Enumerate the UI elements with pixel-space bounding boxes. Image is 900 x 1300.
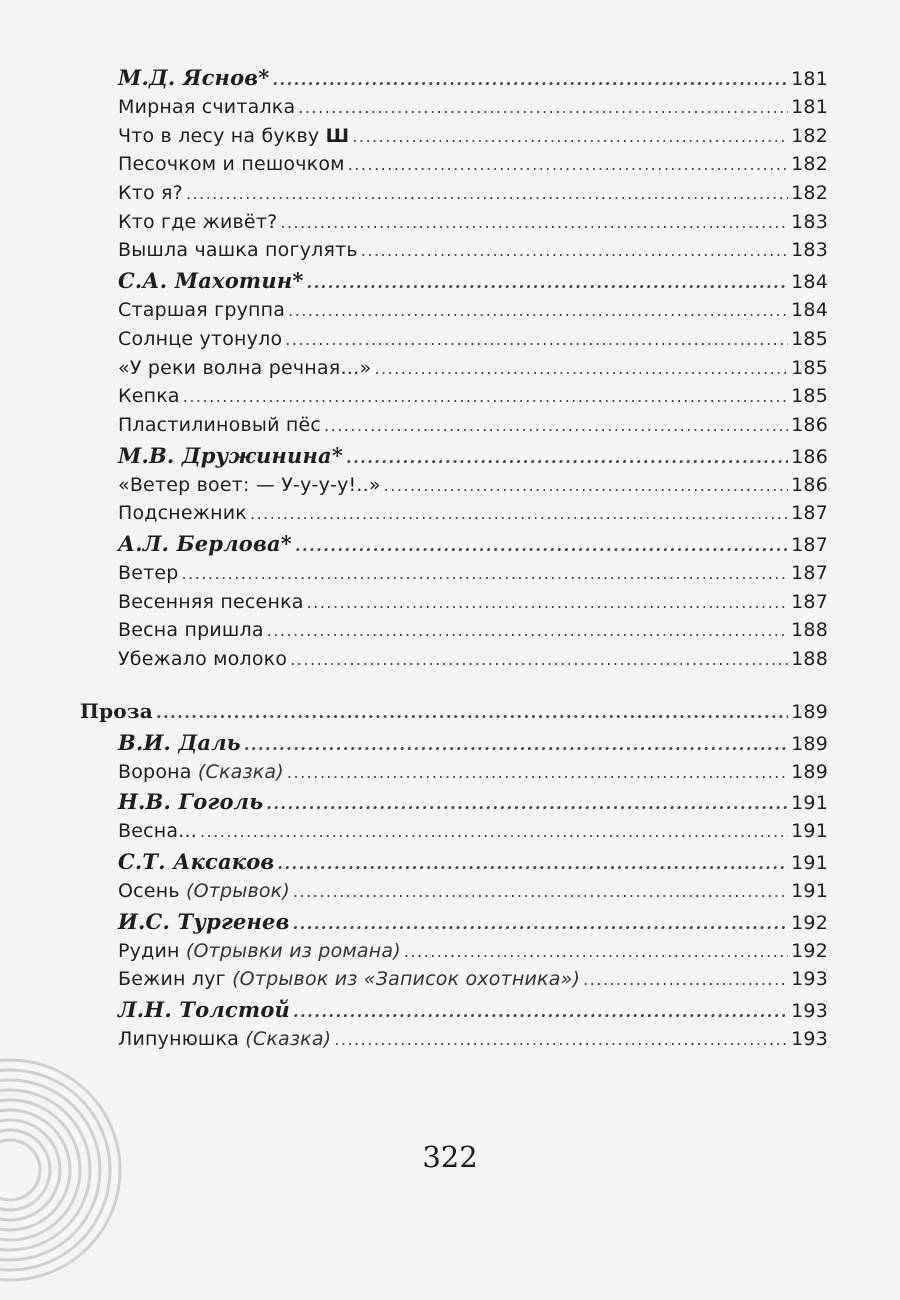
dot-leader <box>295 530 788 561</box>
toc-entry-page: 187 <box>791 533 828 556</box>
toc-section-row <box>80 696 828 727</box>
dot-leader <box>583 966 788 995</box>
dot-leader <box>348 151 788 180</box>
toc-entry-title-text: Осень <box>118 880 186 903</box>
dot-leader <box>293 878 788 907</box>
dot-leader <box>293 908 789 939</box>
toc-entry-page: 184 <box>791 271 828 294</box>
table-of-contents <box>80 62 828 1054</box>
toc-entry-title-text: Что в лесу на букву <box>118 124 326 147</box>
toc-entry-page: 185 <box>791 356 828 379</box>
dot-leader <box>183 383 788 412</box>
toc-entry-title <box>118 236 358 265</box>
dot-leader <box>272 64 788 95</box>
toc-entry-page: 181 <box>791 96 828 118</box>
toc-entry-title-text: Бежин луг <box>118 968 233 991</box>
toc-entry-page: 188 <box>791 619 828 642</box>
toc-entry-title <box>118 265 304 296</box>
toc-entry-title-text: Ветер <box>118 561 179 584</box>
toc-entry-title-text: А.Л. Берлова* <box>118 530 292 556</box>
toc-item-row <box>118 296 828 325</box>
toc-entry-title-text: М.Д. Яснов* <box>118 65 270 90</box>
toc-entry-subtitle: (Сказка) <box>197 760 284 783</box>
dot-leader <box>384 472 788 501</box>
toc-entry-title <box>118 325 282 354</box>
toc-item-row <box>118 122 828 151</box>
toc-entry-page: 192 <box>791 939 828 962</box>
toc-entry-title-text: Подснежник <box>118 502 247 525</box>
dot-leader <box>156 697 788 728</box>
toc-entry-title <box>118 471 381 500</box>
toc-item-row <box>118 559 828 588</box>
dot-leader <box>186 180 788 209</box>
toc-entry-title-text: Л.Н. Толстой <box>118 997 291 1023</box>
toc-entry-title-text: Кепка <box>118 385 180 408</box>
dot-leader <box>346 442 788 473</box>
toc-entry-title <box>118 616 264 645</box>
toc-author-row <box>118 994 828 1025</box>
toc-entry-title <box>118 846 274 877</box>
toc-entry-title-text: М.В. Дружинина* <box>118 442 344 468</box>
toc-entry-page: 185 <box>791 385 828 408</box>
toc-entry-page: 189 <box>791 700 828 723</box>
dot-leader <box>374 355 788 384</box>
dot-leader <box>200 818 788 847</box>
dot-leader <box>280 209 788 238</box>
toc-entry-page: 193 <box>791 1000 828 1023</box>
toc-entry-title <box>118 382 180 411</box>
toc-author-row <box>118 265 828 296</box>
toc-entry-title-text: Весна пришла <box>118 619 264 642</box>
toc-entry-title <box>118 440 343 471</box>
toc-entry-title-text: Солнце утонуло <box>118 327 283 350</box>
dot-leader <box>266 788 788 819</box>
dot-leader <box>182 560 789 589</box>
dot-leader <box>244 729 788 760</box>
toc-entry-title-text: Рудин <box>118 939 186 962</box>
toc-entry-title <box>118 179 183 208</box>
toc-author-row <box>118 727 828 758</box>
dot-leader <box>285 326 788 355</box>
toc-item-row <box>118 499 828 528</box>
toc-entry-page: 189 <box>791 760 828 783</box>
toc-entry-title-text: Весенняя песенка <box>118 590 304 613</box>
dot-leader <box>267 617 788 646</box>
toc-item-row <box>118 179 828 208</box>
toc-entry-page: 191 <box>791 792 828 815</box>
toc-entry-title-text: Ворона <box>118 760 198 783</box>
toc-item-row <box>118 354 828 383</box>
toc-entry-title <box>118 559 179 588</box>
toc-entry-page: 186 <box>791 473 828 496</box>
toc-entry-page: 191 <box>791 852 828 875</box>
toc-entry-title <box>118 727 241 758</box>
toc-entry-title <box>118 645 287 674</box>
toc-item-row <box>118 411 828 440</box>
toc-item-row <box>118 93 828 122</box>
toc-item-row <box>118 471 828 500</box>
dot-leader <box>361 237 788 266</box>
dot-leader <box>298 94 788 123</box>
toc-entry-page: 184 <box>791 299 828 322</box>
dot-leader <box>352 123 788 152</box>
toc-author-row <box>118 846 828 877</box>
toc-entry-title <box>118 528 292 559</box>
toc-item-row <box>118 382 828 411</box>
dot-leader <box>277 848 788 879</box>
toc-entry-title <box>118 296 285 325</box>
toc-entry-page: 185 <box>791 327 828 350</box>
toc-entry-title <box>118 877 290 906</box>
toc-item-row <box>118 758 828 787</box>
toc-entry-title-text: «Ветер воет: — У-у-у-у!..» <box>118 473 381 496</box>
toc-entry-title <box>118 411 321 440</box>
toc-entry-title-text: Кто где живёт? <box>118 210 278 233</box>
toc-item-row <box>118 877 828 906</box>
dot-leader <box>287 759 788 788</box>
toc-entry-page: 183 <box>791 239 828 262</box>
toc-item-row <box>118 150 828 179</box>
dot-leader <box>307 589 789 618</box>
toc-entry-title <box>118 965 580 994</box>
dot-leader <box>288 297 788 326</box>
toc-entry-title-text: «У реки волна речная…» <box>118 356 372 379</box>
toc-entry-title-text: Вышла чашка погулять <box>118 239 358 262</box>
toc-entry-page: 182 <box>791 182 828 205</box>
toc-item-row <box>118 325 828 354</box>
toc-entry-page: 188 <box>791 648 828 670</box>
dot-leader <box>334 1026 788 1055</box>
toc-entry-page: 182 <box>791 124 828 147</box>
toc-entry-title-text: Н.В. Гоголь <box>118 789 264 815</box>
toc-entry-title-text: Мирная считалка <box>118 96 296 118</box>
toc-entry-title-text: С.Т. Аксаков <box>118 849 275 875</box>
toc-entry-page: 181 <box>791 68 828 90</box>
toc-entry-title-text: Весна... <box>118 820 197 843</box>
toc-entry-page: 183 <box>791 210 828 233</box>
toc-entry-title-text: Песочком и пешочком <box>118 153 345 176</box>
dot-leader <box>404 938 788 967</box>
toc-entry-title <box>118 937 401 966</box>
toc-entry-title <box>118 817 197 846</box>
toc-entry-page: 186 <box>791 413 828 436</box>
toc-author-row <box>118 440 828 471</box>
toc-entry-title-text: Убежало молоко <box>118 648 288 670</box>
toc-entry-title-text: Липунюшка <box>118 1028 246 1051</box>
toc-entry-title <box>118 93 295 122</box>
toc-entry-title <box>118 150 345 179</box>
toc-entry-title <box>118 499 247 528</box>
toc-entry-page: 187 <box>791 561 828 584</box>
toc-entry-title-text: И.С. Тургенев <box>118 908 290 934</box>
toc-item-row <box>118 817 828 846</box>
toc-author-row <box>118 906 828 937</box>
toc-entry-subtitle: (Отрывки из романа) <box>185 939 401 962</box>
toc-entry-subtitle: (Сказка) <box>245 1028 332 1051</box>
toc-item-row <box>118 208 828 237</box>
toc-entry-title-text: В.И. Даль <box>118 729 241 755</box>
toc-entry-title <box>118 1025 331 1054</box>
dot-leader <box>324 412 788 441</box>
toc-entry-title-text: Проза <box>80 698 153 723</box>
toc-entry-page: 193 <box>791 1028 828 1051</box>
toc-entry-title <box>118 62 269 93</box>
toc-entry-title <box>118 786 263 817</box>
toc-item-row <box>118 616 828 645</box>
toc-entry-page: 189 <box>791 732 828 755</box>
toc-entry-page: 192 <box>791 911 828 934</box>
toc-author-row <box>118 528 828 559</box>
dot-leader <box>250 500 788 529</box>
toc-entry-page: 182 <box>791 153 828 176</box>
toc-entry-title-bold: Ш <box>325 124 350 147</box>
toc-entry-page: 191 <box>791 880 828 903</box>
toc-entry-page: 187 <box>791 502 828 525</box>
toc-entry-page: 186 <box>791 445 828 468</box>
toc-item-row <box>118 1025 828 1054</box>
dot-leader <box>307 267 789 298</box>
toc-entry-subtitle: (Отрывок из «Записок охотника») <box>232 968 581 991</box>
toc-entry-title-text: С.А. Махотин* <box>118 268 304 294</box>
toc-entry-title <box>118 994 290 1025</box>
toc-item-row <box>118 645 828 674</box>
toc-entry-title <box>80 696 153 727</box>
toc-item-row <box>118 965 828 994</box>
toc-item-row <box>118 588 828 617</box>
toc-entry-title <box>118 354 371 383</box>
toc-entry-subtitle: (Отрывок) <box>185 880 290 903</box>
toc-entry-title <box>118 122 349 151</box>
toc-entry-title <box>118 588 304 617</box>
toc-entry-title <box>118 208 277 237</box>
toc-entry-title-text: Пластилиновый пёс <box>118 413 322 436</box>
dot-leader <box>293 996 788 1027</box>
toc-item-row <box>118 236 828 265</box>
dot-leader <box>290 646 788 675</box>
toc-author-row <box>118 62 828 93</box>
toc-item-row <box>118 937 828 966</box>
toc-entry-title <box>118 906 290 937</box>
toc-author-row <box>118 786 828 817</box>
page-number: 322 <box>422 1140 478 1174</box>
toc-entry-page: 191 <box>791 820 828 843</box>
toc-entry-title-text: Старшая группа <box>118 299 286 322</box>
toc-entry-page: 193 <box>791 968 828 991</box>
toc-entry-title <box>118 758 284 787</box>
toc-entry-page: 187 <box>791 590 828 613</box>
toc-entry-title-text: Кто я? <box>118 182 183 205</box>
